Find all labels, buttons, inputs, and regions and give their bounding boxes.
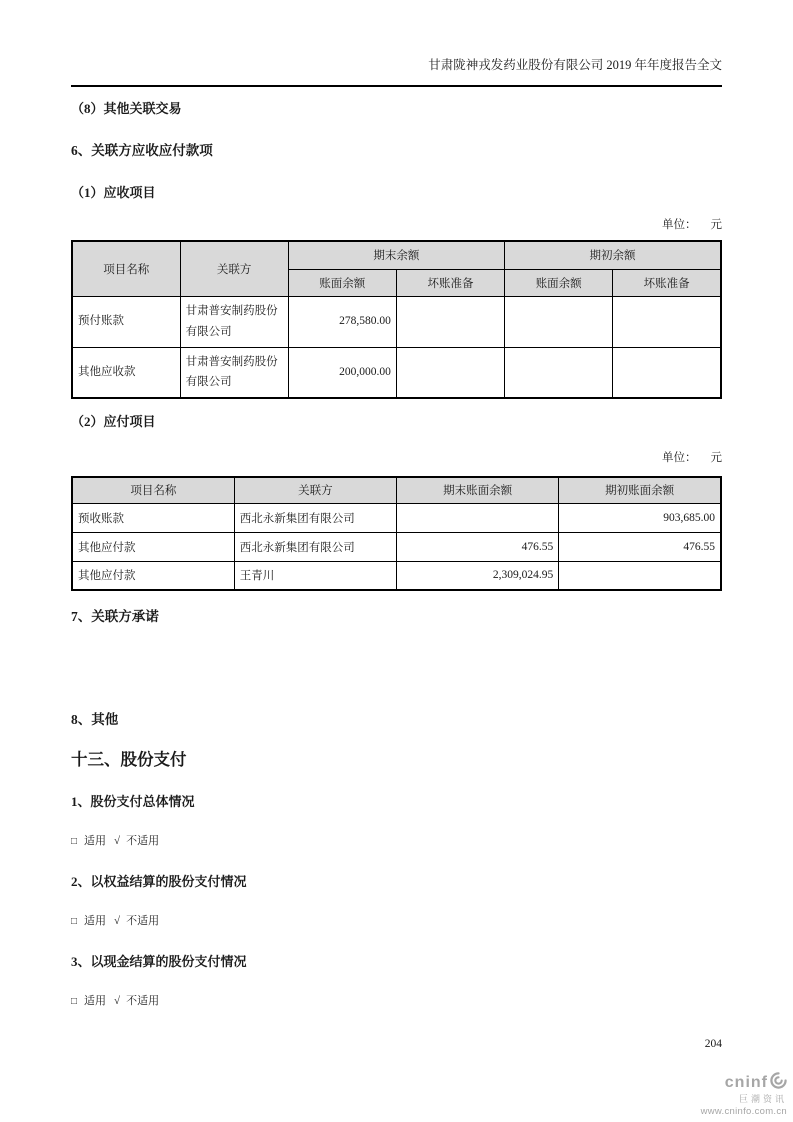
cell-item: 其他应付款: [72, 561, 234, 590]
cell-ending-balance: 476.55: [397, 532, 559, 561]
applicability-line: [71, 832, 722, 848]
table-row: [72, 561, 721, 590]
cell-beginning-bad-debt: [613, 347, 721, 398]
table-row: [72, 347, 721, 398]
cell-beginning-bad-debt: [613, 296, 721, 347]
section-related-receivables-payables: 6、关联方应收应付款项: [71, 143, 213, 158]
section-receivable-items: （1）应收项目: [71, 185, 156, 200]
col-header-ending-book-balance: 期末账面余额: [397, 477, 559, 503]
col-header-beginning-balance-group: 期初余额: [505, 241, 721, 269]
col-header-item: 项目名称: [72, 477, 234, 503]
cell-ending-bad-debt: [396, 347, 504, 398]
checkbox-unchecked-icon: □: [71, 836, 78, 847]
applicability-line: [71, 992, 722, 1008]
payables-table: [71, 476, 722, 591]
section-other-related-transactions: （8）其他关联交易: [71, 101, 182, 116]
page-number: 204: [704, 1038, 722, 1050]
table-row: [72, 532, 721, 561]
col-header-ending-bad-debt: 坏账准备: [396, 269, 504, 296]
cell-ending-balance: [397, 503, 559, 532]
section-cash-settled-share-payment: 3、以现金结算的股份支付情况: [71, 954, 247, 969]
cell-beginning-balance: 903,685.00: [559, 503, 721, 532]
checkbox-unchecked-icon: □: [71, 996, 78, 1007]
col-header-beginning-book-balance: 账面余额: [505, 269, 613, 296]
not-applicable-label: 不适用: [126, 995, 160, 1007]
col-header-item: 项目名称: [72, 241, 180, 296]
payables-header-row: [72, 477, 721, 503]
cell-related-party: 甘肃普安制药股份有限公司: [180, 296, 288, 347]
check-mark-icon: √: [114, 995, 121, 1007]
cell-ending-book-balance: 200,000.00: [288, 347, 396, 398]
col-header-related-party: 关联方: [180, 241, 288, 296]
check-mark-icon: √: [114, 835, 121, 847]
section-equity-settled-share-payment: 2、以权益结算的股份支付情况: [71, 874, 247, 889]
report-title: 甘肃陇神戎发药业股份有限公司 2019 年年度报告全文: [428, 58, 722, 72]
section-related-party-commitments: 7、关联方承诺: [71, 609, 159, 624]
cell-ending-balance: 2,309,024.95: [397, 561, 559, 590]
cell-ending-bad-debt: [396, 296, 504, 347]
cell-item: 预付账款: [72, 296, 180, 347]
section-share-based-payment: 十三、股份支付: [71, 750, 187, 769]
unit-label: 单位：: [662, 452, 697, 464]
not-applicable-label: 不适用: [126, 835, 160, 847]
cell-related-party: 甘肃普安制药股份有限公司: [180, 347, 288, 398]
section-payable-items: （2）应付项目: [71, 414, 156, 429]
applicable-label: 适用: [84, 835, 107, 847]
col-header-ending-balance-group: 期末余额: [288, 241, 504, 269]
section-other: 8、其他: [71, 712, 119, 727]
section-share-payment-overview: 1、股份支付总体情况: [71, 794, 195, 809]
unit-line-payables: [71, 449, 722, 465]
col-header-beginning-bad-debt: 坏账准备: [613, 269, 721, 296]
unit-label: 单位：: [662, 219, 697, 231]
unit-value: 元: [710, 219, 722, 231]
cell-beginning-balance: [559, 561, 721, 590]
checkbox-unchecked-icon: □: [71, 916, 78, 927]
applicability-line: [71, 912, 722, 928]
cell-ending-book-balance: 278,580.00: [288, 296, 396, 347]
unit-line-receivables: [71, 216, 722, 232]
cninfo-logo: [701, 1072, 787, 1117]
cell-item: 其他应付款: [72, 532, 234, 561]
cell-beginning-balance: 476.55: [559, 532, 721, 561]
logo-brand-text: cninf: [724, 1073, 768, 1091]
cell-item: 其他应收款: [72, 347, 180, 398]
cell-beginning-book-balance: [505, 296, 613, 347]
cell-related-party: 西北永新集团有限公司: [234, 532, 396, 561]
not-applicable-label: 不适用: [126, 915, 160, 927]
cell-related-party: 王青川: [234, 561, 396, 590]
cell-item: 预收账款: [72, 503, 234, 532]
swirl-icon: [770, 1072, 787, 1093]
col-header-related-party: 关联方: [234, 477, 396, 503]
col-header-beginning-book-balance: 期初账面余额: [559, 477, 721, 503]
applicable-label: 适用: [84, 915, 107, 927]
col-header-ending-book-balance: 账面余额: [288, 269, 396, 296]
logo-website: www.cninfo.com.cn: [700, 1106, 787, 1117]
receivables-header-row-1: [72, 241, 721, 269]
page-header: [71, 57, 722, 87]
check-mark-icon: √: [114, 915, 121, 927]
cell-beginning-book-balance: [505, 347, 613, 398]
receivables-table: [71, 240, 722, 399]
table-row: [72, 503, 721, 532]
logo-company-name: 巨潮资讯: [738, 1094, 787, 1104]
unit-value: 元: [710, 452, 722, 464]
applicable-label: 适用: [84, 995, 107, 1007]
table-row: [72, 296, 721, 347]
cell-related-party: 西北永新集团有限公司: [234, 503, 396, 532]
